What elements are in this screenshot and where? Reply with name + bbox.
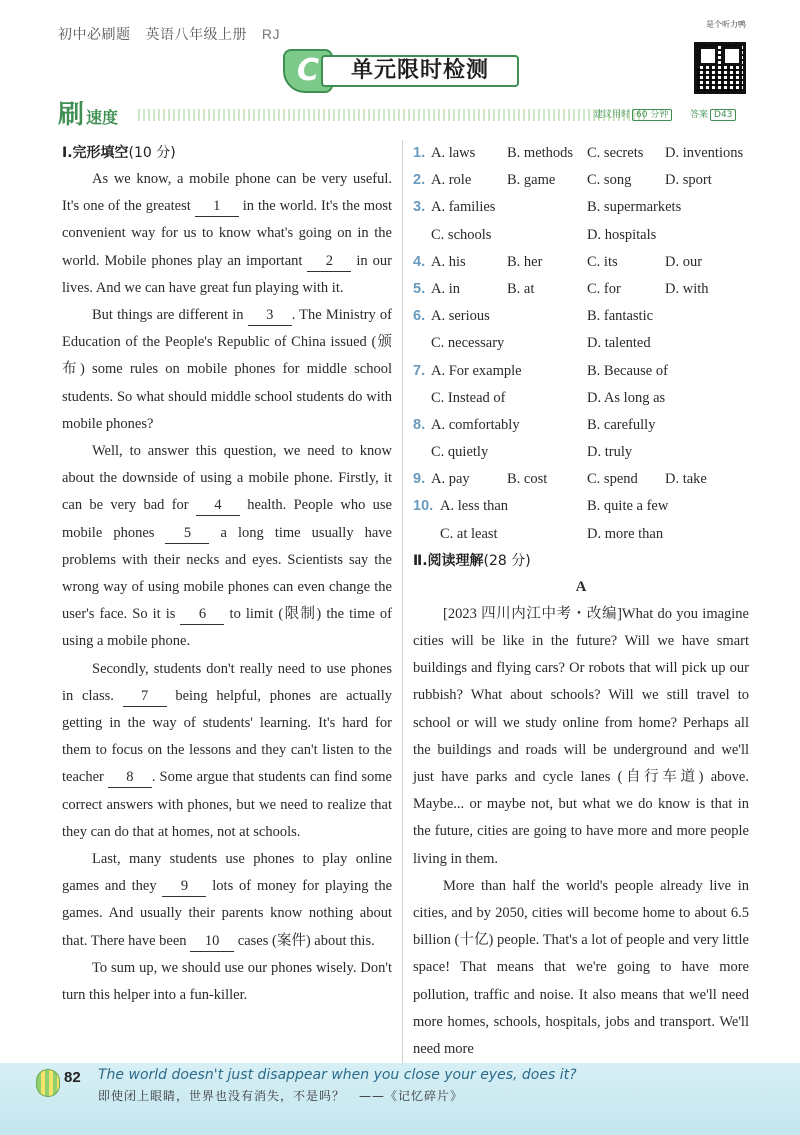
option-row-9: 9. A. pay B. cost C. spend D. take xyxy=(413,466,749,493)
passage-source: [2023 四川内江中考・改编] xyxy=(443,605,622,622)
column-divider xyxy=(402,140,403,1065)
option-c[interactable]: C. secrets xyxy=(587,145,644,161)
qr-caption: 是个听力鸭 xyxy=(706,20,746,29)
option-a[interactable]: A. role xyxy=(431,172,472,189)
option-c[interactable]: C. for xyxy=(587,280,621,297)
option-b[interactable]: B. her xyxy=(507,253,543,270)
option-d[interactable]: D. talented xyxy=(587,335,651,352)
page-footer xyxy=(0,1063,800,1135)
option-b[interactable]: B. methods xyxy=(507,145,574,161)
answer-label: 答案 xyxy=(690,110,709,120)
section-title-cloze: Ⅰ.完形填空(10 分) xyxy=(62,145,176,161)
option-d[interactable]: D. more than xyxy=(587,525,664,542)
cloze-paragraph-3: Well, to answer this question, we need to know about the downside of using a mobile phone. Firstly, it can be very bad for 4 health. People who use mobile phones 5 a long time usually have problems with their necks and eyes. Scientists say the wrong way of using mobile phones can even change the user's face. So it is 6 to limit (限制) the time of using a mobile phone. xyxy=(62,443,392,650)
option-b[interactable]: B. fantastic xyxy=(587,308,654,325)
book-header xyxy=(58,24,290,44)
options-list xyxy=(413,140,749,548)
blank-7[interactable]: 7 xyxy=(123,686,167,707)
option-c[interactable]: C. Instead of xyxy=(431,389,506,406)
option-row-1: 1. A. laws B. methods C. secrets D. inventions xyxy=(413,140,749,167)
answer-page: D43 xyxy=(710,109,736,121)
option-row-4: 4. A. his B. her C. its D. our xyxy=(413,249,749,276)
option-d[interactable]: D. As long as xyxy=(587,389,666,406)
option-b[interactable]: B. quite a few xyxy=(587,498,669,515)
blank-2[interactable]: 2 xyxy=(307,251,351,272)
option-row-8: 8. A. comfortably B. carefully xyxy=(413,412,749,439)
time-value: 60 分钟 xyxy=(632,109,672,121)
speed-title-big: 刷 xyxy=(58,100,85,130)
cloze-paragraph-2: But things are different in 3 . The Ministry of Education of the People's Republic of China issued (颁布) some rules on mobile phones for middle school students. So what should middle school students do with mobile phones? xyxy=(62,307,393,432)
option-row-2: 2. A. role B. game C. song D. sport xyxy=(413,167,749,194)
cloze-paragraph-4: Secondly, students don't really need to use phones in class. 7 being helpful, phones are actually getting in the way of students' learning. It's hard for them to focus on the lessons and they can't listen to the teacher 8 . Some argue that students can find some correct answers with phones, but we need to realize that they can do that at homes, not at schools. xyxy=(62,660,392,840)
option-row-5: 5. A. in B. at C. for D. with xyxy=(413,276,749,303)
blank-9[interactable]: 9 xyxy=(162,876,206,897)
balloon-icon xyxy=(36,1069,60,1097)
option-b[interactable]: B. carefully xyxy=(587,416,656,433)
reading-paragraph-1: [2023 四川内江中考・改编]What do you imagine cities will be like in the future? Will we have smart buildings and flying cars? Or robots that will pick up our rubbish? What about schools? Will we still travel to school or will we study online from home? Perhaps all the buildings and roads will be underground and we'll just have parks and cycle lanes (自行车道) above. Maybe... or maybe not, but what we do know is that in the future, cities are going to have more and more people living in them. xyxy=(413,605,749,867)
unit-banner xyxy=(283,49,521,93)
unit-title: 单元限时检测 xyxy=(321,55,519,87)
option-d[interactable]: D. hospitals xyxy=(587,226,657,243)
page-number: 82 xyxy=(64,1069,81,1086)
option-row-3-cont xyxy=(413,222,749,249)
option-c[interactable]: C. its xyxy=(587,253,618,270)
option-a[interactable]: A. serious xyxy=(431,308,490,325)
option-c[interactable]: C. song xyxy=(587,172,632,189)
blank-10[interactable]: 10 xyxy=(190,931,234,952)
blank-4[interactable]: 4 xyxy=(196,495,240,516)
option-a[interactable]: A. less than xyxy=(440,498,509,515)
right-column xyxy=(413,140,749,1063)
option-d[interactable]: D. with xyxy=(665,280,709,297)
cloze-paragraph-6: To sum up, we should use our phones wisely. Don't turn this helper into a fun-killer. xyxy=(62,959,392,1004)
option-c[interactable]: C. schools xyxy=(431,226,492,243)
footer-quote-chinese: 即使闭上眼睛，世界也没有消失，不是吗？ ——《记忆碎片》 xyxy=(98,1089,464,1103)
edition-label: RJ xyxy=(261,26,281,42)
passage-label: A xyxy=(575,578,587,595)
option-c[interactable]: C. necessary xyxy=(431,335,505,352)
blank-8[interactable]: 8 xyxy=(108,767,152,788)
option-a[interactable]: A. in xyxy=(431,280,460,297)
qr-block xyxy=(686,20,746,96)
blank-3[interactable]: 3 xyxy=(248,305,292,326)
decorative-stripe xyxy=(138,109,648,121)
cloze-paragraph-1: As we know, a mobile phone can be very useful. It's one of the greatest 1 in the world. It's the most convenient way for us to know what's going on in the world. Mobile phones play an important 2 in our lives. And we can have great fun playing with it. xyxy=(62,171,392,296)
option-a[interactable]: A. laws xyxy=(431,145,476,161)
option-row-3: 3. A. families B. supermarkets xyxy=(413,194,749,221)
option-row-6: 6. A. serious B. fantastic xyxy=(413,303,749,330)
option-c[interactable]: C. quietly xyxy=(431,444,489,461)
option-row-7: 7. A. For example B. Because of xyxy=(413,358,749,385)
option-a[interactable]: A. families xyxy=(431,199,496,216)
option-a[interactable]: A. comfortably xyxy=(431,416,520,433)
option-b[interactable]: B. game xyxy=(507,172,556,189)
option-b[interactable]: B. Because of xyxy=(587,362,668,379)
option-a[interactable]: A. pay xyxy=(431,471,470,488)
speed-title xyxy=(58,101,118,129)
option-d[interactable]: D. take xyxy=(665,471,707,488)
quote-source: ——《记忆碎片》 xyxy=(359,1089,464,1103)
cloze-section xyxy=(62,140,392,1009)
option-row-10: 10. A. less than B. quite a few xyxy=(413,493,749,520)
blank-1[interactable]: 1 xyxy=(195,196,239,217)
footer-quote-english: The world doesn't just disappear when you close your eyes, does it? xyxy=(98,1067,577,1083)
subject-name: 英语八年级上册 xyxy=(145,27,247,43)
speed-title-small: 速度 xyxy=(86,108,119,127)
option-row-7-cont xyxy=(413,385,749,412)
option-c[interactable]: C. at least xyxy=(440,525,498,542)
cloze-paragraph-5: Last, many students use phones to play online games and they 9 lots of money for playing the games. And usually their parents know nothing about that. There have been 10 cases (案件) about this. xyxy=(62,846,392,955)
option-b[interactable]: B. supermarkets xyxy=(587,199,682,216)
unit-letter-badge: C xyxy=(283,49,333,93)
reading-paragraph-2: More than half the world's people already live in cities, and by 2050, cities will become home to about 6.5 billion (十亿) people. That's a lot of people and very little space! That means that we're going to have more pollution, traffic and noise. It also means that we'll need more homes, schools, hospitals, jobs and transport. We'll need more xyxy=(413,877,749,1058)
option-d[interactable]: D. inventions xyxy=(665,145,744,161)
time-label: 建议用时 xyxy=(594,110,631,120)
option-row-10-cont xyxy=(413,521,749,548)
speed-bar xyxy=(58,101,744,129)
option-row-8-cont xyxy=(413,439,749,466)
option-d[interactable]: D. sport xyxy=(665,172,712,189)
suggested-time xyxy=(594,107,672,120)
qr-code-icon[interactable] xyxy=(694,42,746,94)
option-d[interactable]: D. truly xyxy=(587,444,633,461)
option-row-6-cont xyxy=(413,330,749,357)
blank-5[interactable]: 5 xyxy=(165,523,209,544)
answer-reference xyxy=(690,107,736,120)
option-b[interactable]: B. cost xyxy=(507,471,548,488)
section-title-reading: Ⅱ.阅读理解(28 分) xyxy=(413,552,531,569)
option-c[interactable]: C. spend xyxy=(587,471,638,488)
option-d[interactable]: D. our xyxy=(665,253,703,270)
series-name: 初中必刷题 xyxy=(58,27,131,43)
option-a[interactable]: A. For example xyxy=(431,362,522,379)
option-b[interactable]: B. at xyxy=(507,280,535,297)
blank-6[interactable]: 6 xyxy=(180,604,224,625)
option-a[interactable]: A. his xyxy=(431,253,466,270)
